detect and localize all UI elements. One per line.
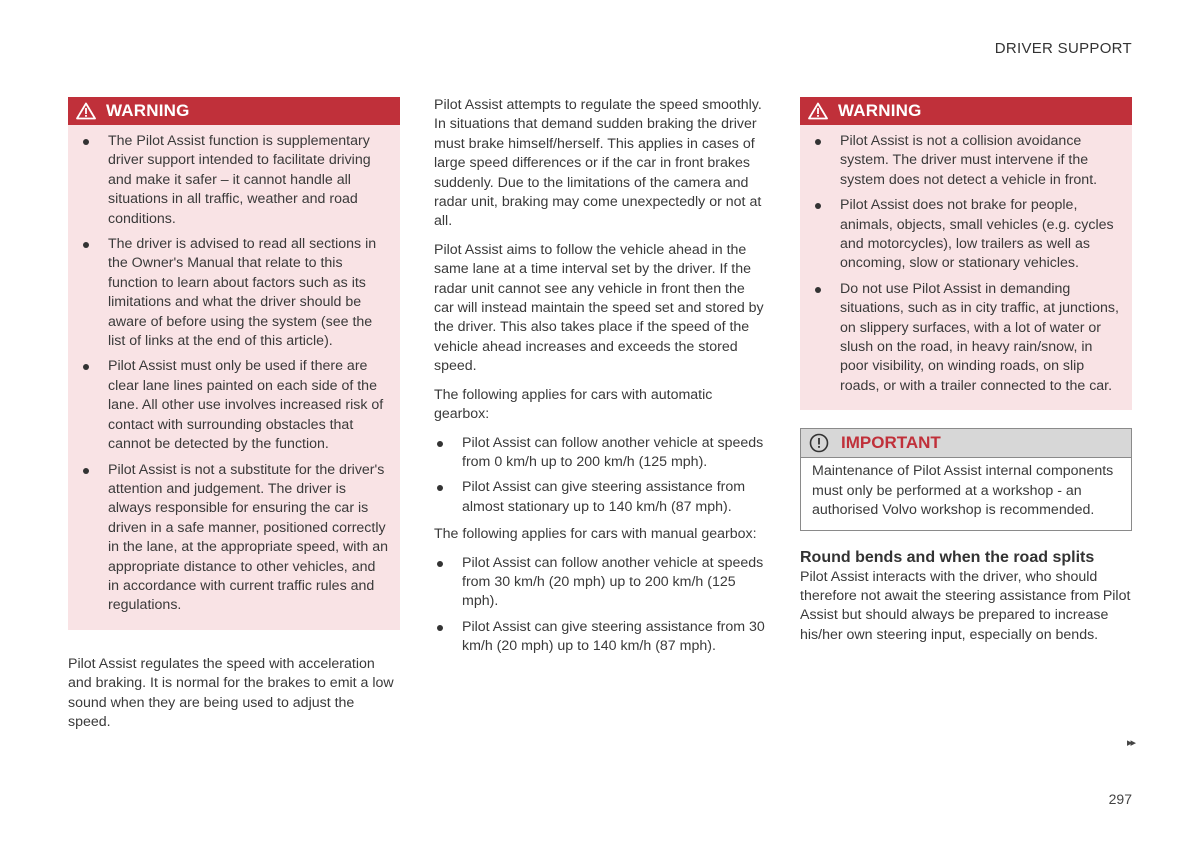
important-box (800, 428, 1132, 530)
warning-title: WARNING (106, 101, 190, 120)
column-middle (434, 96, 766, 665)
important-title: IMPORTANT (841, 433, 941, 453)
body-paragraph: Pilot Assist aims to follow the vehicle ahead in the same lane at a time interval set by the driver. If the radar unit cannot see any vehicle in front then the car will instead maintain the speed set and stored by the driver. This also takes place if the speed of the vehicle ahead increases and exceeds the stored speed. (434, 241, 764, 375)
manual-gearbox-list (434, 554, 766, 657)
exclamation-circle-icon (809, 433, 829, 453)
warning-triangle-icon (76, 102, 96, 120)
important-text: Maintenance of Pilot Assist internal components must only be performed at a workshop - an authorised Volvo workshop is recommended. (812, 463, 1114, 519)
subheading: Round bends and when the road splits (800, 548, 1095, 566)
list-item: The driver is advised to read all sections in the Owner's Manual that relate to this function to learn about factors such as its limitations and what the driver should be aware of before using the system (see the list of links at the end of this article). (80, 235, 390, 351)
body-paragraph: The following applies for cars with manual gearbox: (434, 526, 757, 543)
body-paragraph: The following applies for cars with automatic gearbox: (434, 386, 713, 423)
list-item: Pilot Assist can give steering assistance from 30 km/h (20 mph) up to 140 km/h (87 mph). (434, 618, 766, 657)
body-paragraph: Pilot Assist interacts with the driver, who should therefore not await the steering assistance from Pilot Assist but should always be prepared to increase his/her own steering input, especially on bends. (800, 568, 1131, 643)
body-paragraph: Pilot Assist regulates the speed with acceleration and braking. It is normal for the brakes to emit a low sound when they are being used to adjust the speed. (68, 655, 394, 730)
column-left (68, 97, 400, 741)
warning-box-right (800, 97, 1132, 410)
warning-header (800, 97, 1132, 125)
list-item: Pilot Assist can follow another vehicle at speeds from 0 km/h up to 200 km/h (125 mph). (434, 434, 766, 473)
page-number: 297 (1108, 791, 1132, 807)
continue-arrows-icon: ▸▸ (1126, 737, 1134, 749)
warning-list (800, 125, 1132, 410)
list-item: The Pilot Assist function is supplementary driver support intended to facilitate driving and make it safer – it cannot handle all situations in all traffic, weather and road conditions. (80, 132, 390, 229)
important-header (801, 429, 1131, 458)
warning-header (68, 97, 400, 125)
list-item: Pilot Assist must only be used if there are clear lane lines painted on each side of the lane. All other use involves increased risk of contact with surrounding obstacles that cannot be detected by the function. (80, 357, 390, 454)
body-paragraph: Pilot Assist attempts to regulate the speed smoothly. In situations that demand sudden braking the driver must brake himself/herself. This applies in cases of large speed differences or if the car in front brakes suddenly. Due to the limitations of the camera and radar unit, braking may come unexpectedly or not at all. (434, 97, 762, 230)
warning-triangle-icon (808, 102, 828, 120)
list-item: Pilot Assist can give steering assistance from almost stationary up to 140 km/h (87 mph). (434, 478, 766, 517)
list-item: Pilot Assist is not a collision avoidance system. The driver must intervene if the system does not detect a vehicle in front. (812, 132, 1122, 190)
section-header: DRIVER SUPPORT (994, 40, 1132, 57)
list-item: Pilot Assist can follow another vehicle at speeds from 30 km/h (20 mph) up to 200 km/h (125 mph). (434, 554, 766, 612)
warning-title: WARNING (838, 101, 922, 120)
list-item: Pilot Assist is not a substitute for the driver's attention and judgement. The driver is always responsible for ensuring the car is driven in a safe manner, positioned correctly in the lane, at the appropriate speed, with an appropriate distance to other vehicles, and in accordance with current traffic rules and regulations. (80, 461, 390, 616)
automatic-gearbox-list (434, 434, 766, 518)
list-item: Do not use Pilot Assist in demanding situations, such as in city traffic, at junctions, on slippery surfaces, with a lot of water or slush on the road, in heavy rain/snow, in poor visibility, on winding roads, on slip roads, or with a trailer connected to the car. (812, 280, 1122, 396)
warning-list (68, 125, 400, 630)
warning-box-left (68, 97, 400, 630)
column-right (800, 97, 1132, 654)
list-item: Pilot Assist does not brake for people, animals, objects, small vehicles (e.g. cycles and motorcycles), low trailers as well as oncoming, slow or stationary vehicles. (812, 196, 1122, 274)
